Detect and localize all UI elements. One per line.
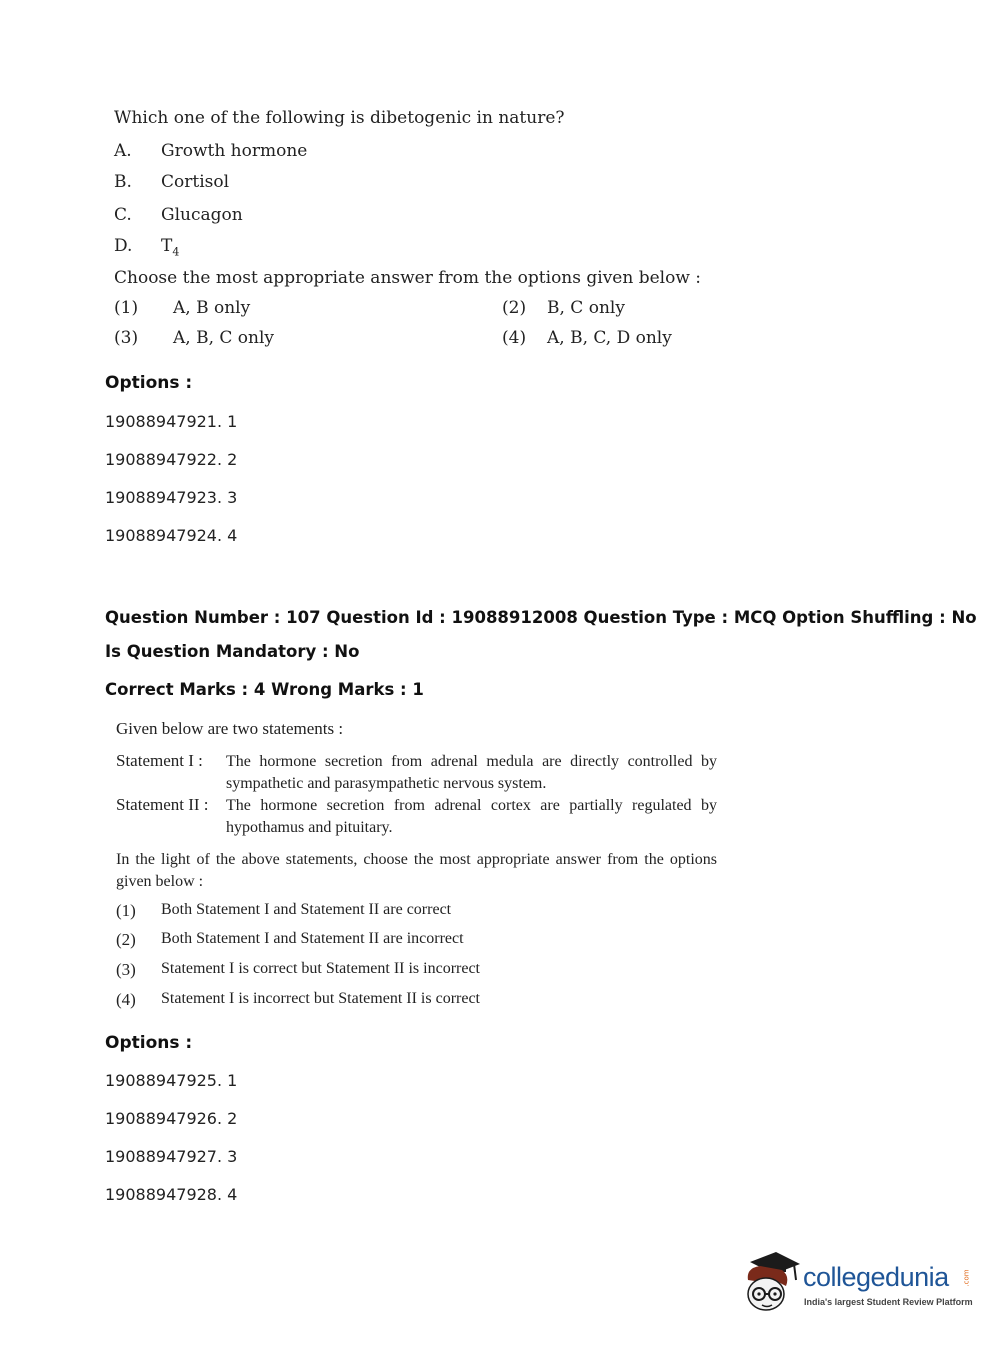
choice-number: (2) [502, 298, 527, 318]
options-heading: Options : [105, 373, 193, 393]
choice-number: (1) [114, 298, 139, 318]
item-text: Glucagon [161, 205, 243, 225]
choice-text: Statement I is correct but Statement II is incorrect [161, 960, 480, 977]
brand-name: collegedunia [803, 1262, 949, 1292]
brand-suffix: .com [962, 1269, 971, 1287]
choice-number: (1) [116, 901, 136, 920]
choice-text: A, B, C, D only [547, 328, 672, 348]
item-text: $T_4$ [161, 236, 180, 259]
choice-number: (3) [114, 328, 139, 348]
choice-number: (3) [116, 960, 136, 979]
item-text: Cortisol [161, 172, 230, 192]
statement-label: Statement II : [116, 795, 209, 814]
statement-label: Statement I : [116, 751, 203, 770]
item-text: Growth hormone [161, 141, 308, 161]
option-item: 19088947923. 3 [105, 488, 238, 507]
choice-number: (4) [502, 328, 527, 348]
option-item: 19088947921. 1 [105, 412, 238, 431]
option-item: 19088947924. 4 [105, 526, 238, 545]
choice-number: (2) [116, 930, 136, 949]
option-item: 19088947926. 2 [105, 1109, 238, 1128]
instruction-text: In the light of the above statements, choose the most appropriate answer from the options given below : [116, 851, 717, 890]
choice-text: Both Statement I and Statement II are correct [161, 901, 452, 918]
item-label: C. [114, 205, 132, 225]
option-item: 19088947925. 1 [105, 1071, 238, 1090]
option-item: 19088947928. 4 [105, 1185, 238, 1204]
brand-tagline: India's largest Student Review Platform [804, 1297, 973, 1307]
question-marks: Correct Marks : 4 Wrong Marks : 1 [105, 680, 424, 699]
instruction-text: Choose the most appropriate answer from the options given below : [114, 268, 702, 288]
choice-number: (4) [116, 990, 136, 1009]
choice-text: A, B, C only [173, 328, 275, 348]
item-label: A. [114, 141, 132, 161]
statement-text: The hormone secretion from adrenal cortex are partially regulated by hypothamus and pituitary. [226, 797, 717, 836]
item-label: D. [114, 236, 133, 256]
option-item: 19088947927. 3 [105, 1147, 238, 1166]
question-mandatory: Is Question Mandatory : No [105, 642, 360, 661]
choice-text: Both Statement I and Statement II are incorrect [161, 930, 464, 947]
options-heading: Options : [105, 1033, 193, 1053]
question-text: Which one of the following is dibetogenic in nature? [114, 108, 565, 128]
statement-text: The hormone secretion from adrenal medula are directly controlled by sympathetic and parasympathetic nervous system. [226, 753, 717, 792]
question-meta: Question Number : 107 Question Id : 19088912008 Question Type : MCQ Option Shuffling : No [105, 608, 977, 627]
option-item: 19088947922. 2 [105, 450, 238, 469]
statement-intro: Given below are two statements : [116, 719, 344, 738]
collegedunia-mascot-icon [742, 1250, 802, 1316]
choice-text: B, C only [547, 298, 625, 318]
item-label: B. [114, 172, 132, 192]
choice-text: Statement I is incorrect but Statement II is correct [161, 990, 480, 1007]
choice-text: A, B only [173, 298, 251, 318]
